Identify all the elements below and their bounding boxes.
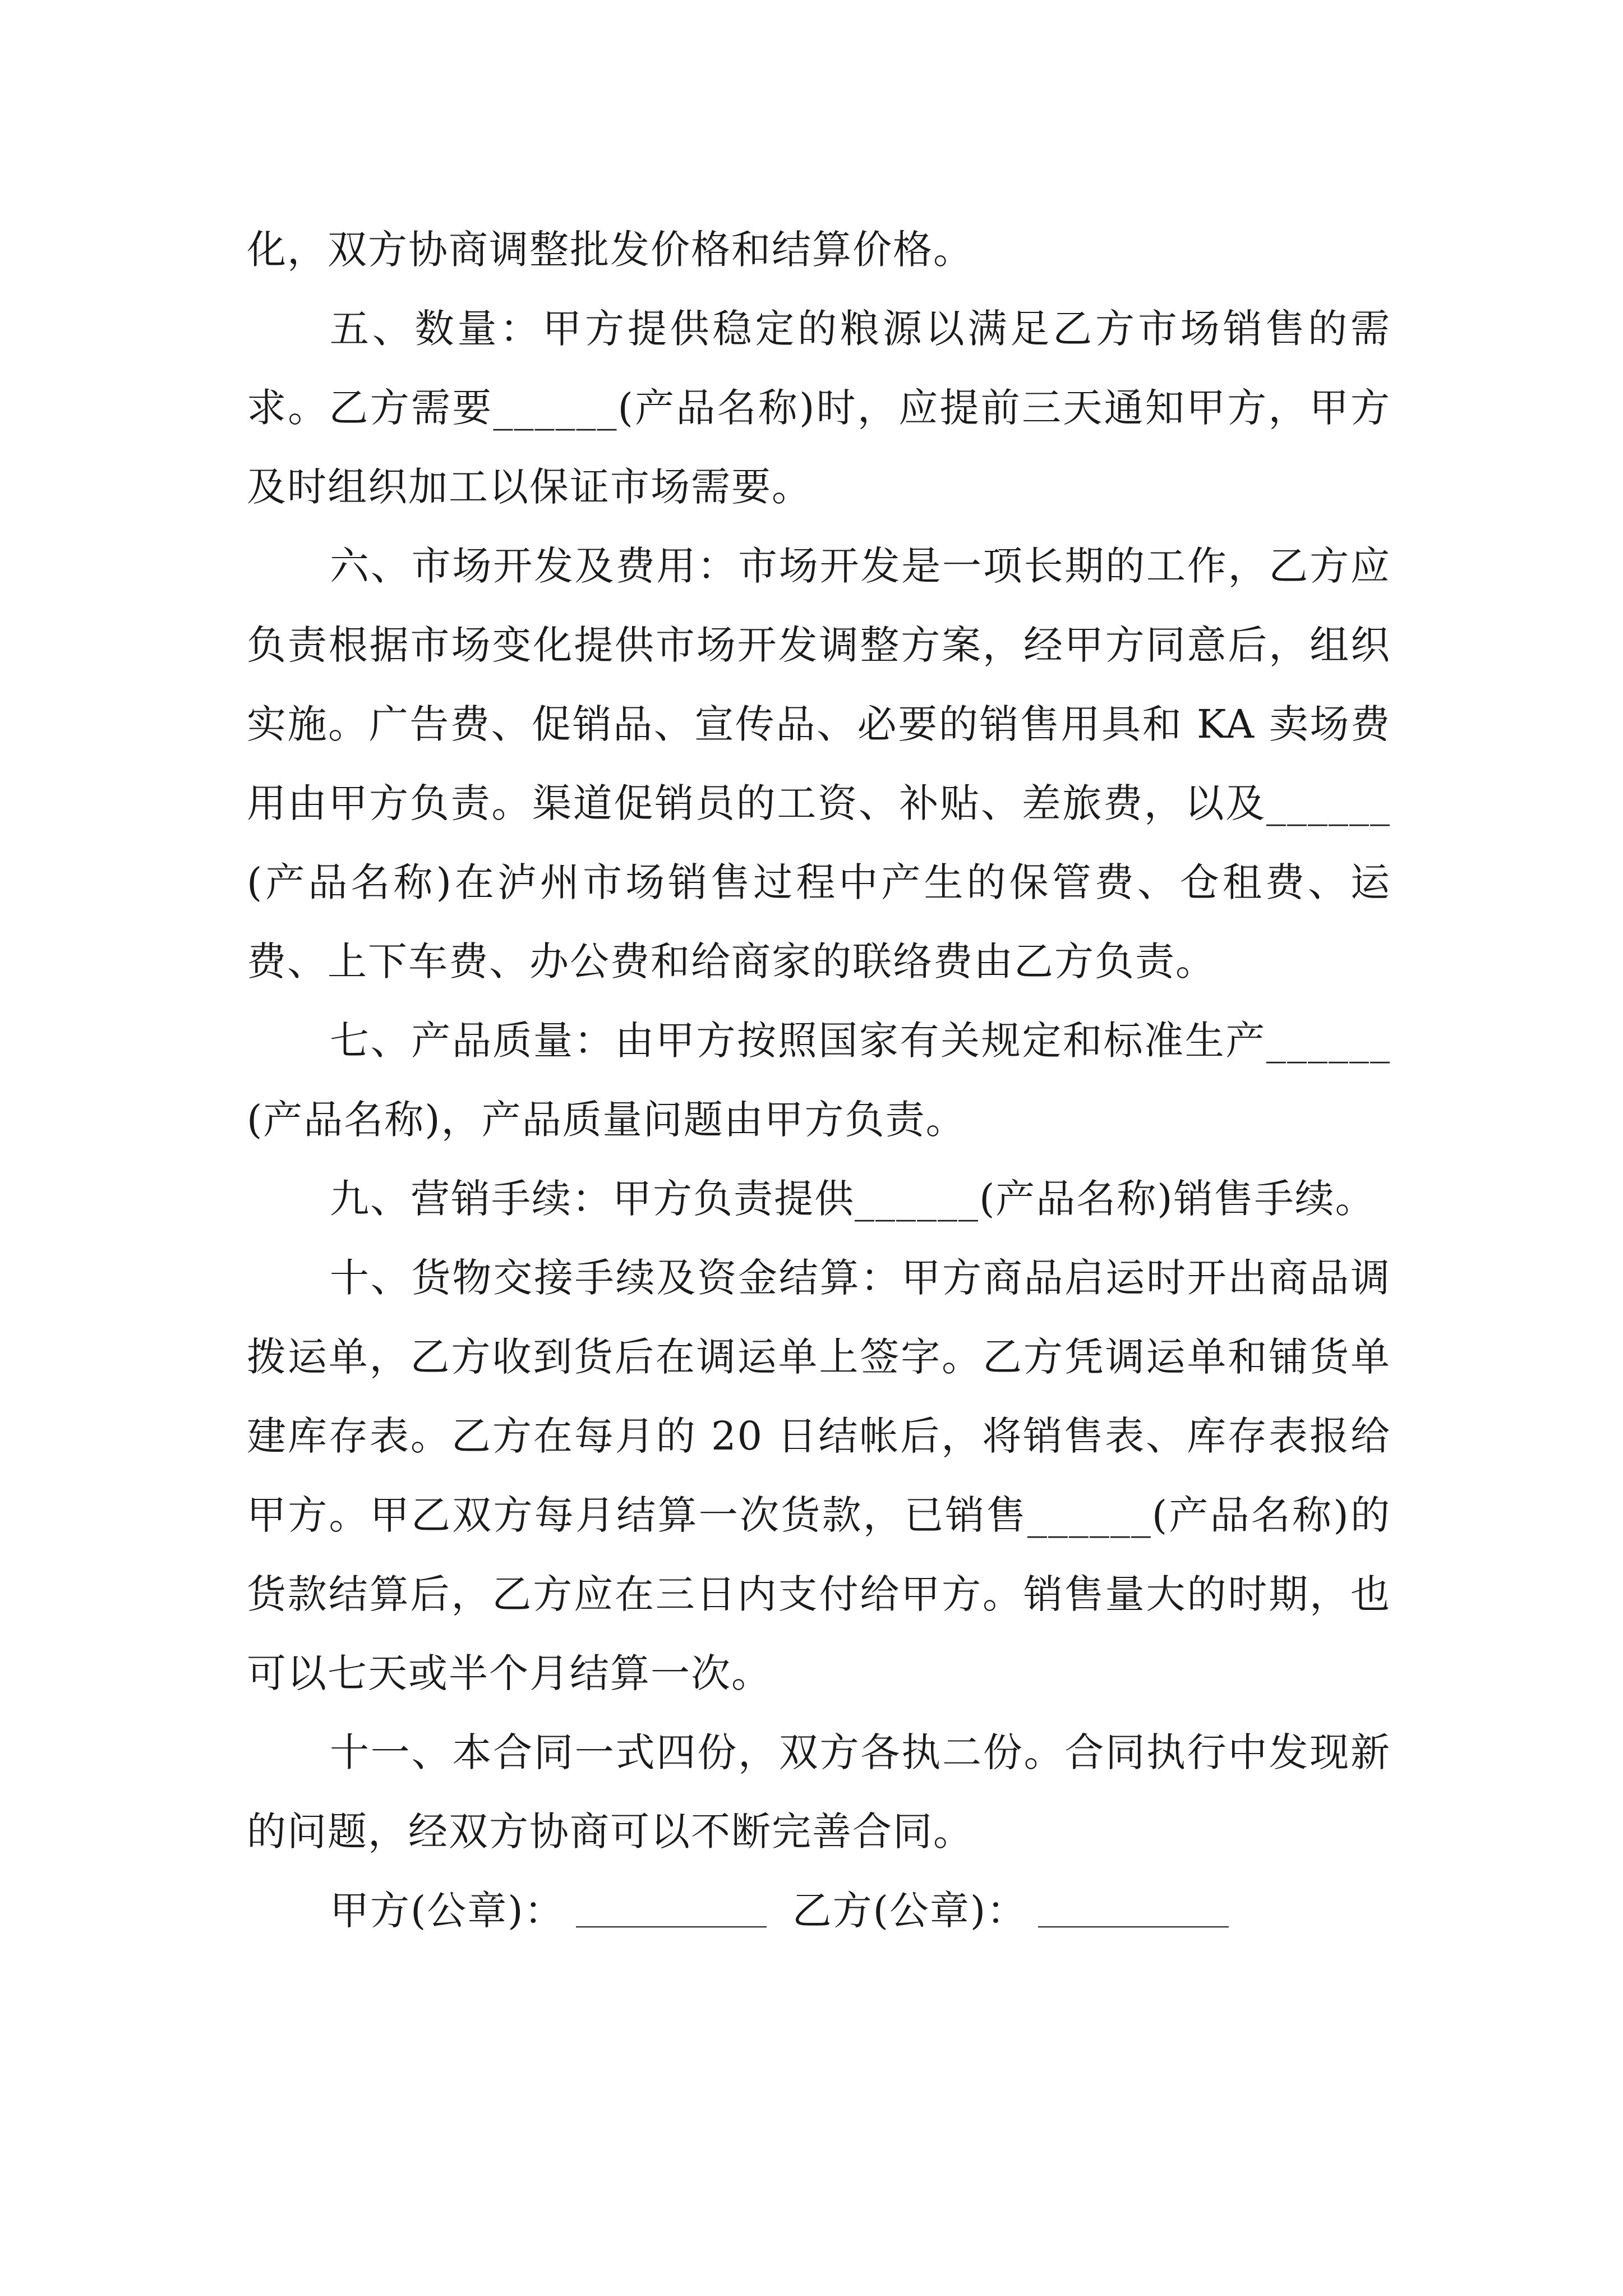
party-a-seal-label: 甲方(公章)： bbox=[330, 1888, 565, 1934]
party-a-signature-line bbox=[576, 1893, 767, 1927]
paragraph-marketing-procedures: 九、营销手续：甲方负责提供______(产品名称)销售手续。 bbox=[330, 1176, 1376, 1222]
paragraph-delivery-settlement: 十、货物交接手续及资金结算：甲方商品启运时开出商品调拨运单，乙方收到货后在调运单上签字。乙方凭调运单和铺货单建库存表。乙方在每月的 20 日结帐后，将销售表、库存表报给甲方。甲乙双方每月结算一次货款，已销售______(产品名称)的货款结算后，乙方应在三日内支付给甲方。销售量大的时期，也可以七天或半个月结算一次。 bbox=[247, 1255, 1391, 1696]
paragraph-contract-copies: 十一、本合同一式四份，双方各执二份。合同执行中发现新的问题，经双方协商可以不断完善合同。 bbox=[247, 1729, 1391, 1855]
party-b-seal-label: 乙方(公章)： bbox=[792, 1888, 1027, 1934]
document-body bbox=[247, 210, 1391, 1950]
paragraph-price-adjustment: 化，双方协商调整批发价格和结算价格。 bbox=[247, 227, 974, 273]
paragraph-market-development: 六、市场开发及费用：市场开发是一项长期的工作，乙方应负责根据市场变化提供市场开发调整方案，经甲方同意后，组织实施。广告费、促销品、宣传品、必要的销售用具和 KA 卖场费用由甲方负责。渠道促销员的工资、补贴、差旅费，以及______(产品名称)在泸州市场销售过程中产生的保管费、仓租费、运费、上下车费、办公费和给商家的联络费由乙方负责。 bbox=[247, 543, 1391, 984]
signature-row bbox=[247, 1871, 1391, 1950]
party-b-signature-line bbox=[1038, 1893, 1229, 1927]
paragraph-product-quality: 七、产品质量：由甲方按照国家有关规定和标准生产______(产品名称)，产品质量问题由甲方负责。 bbox=[247, 1018, 1391, 1143]
paragraph-quantity: 五、数量：甲方提供稳定的粮源以满足乙方市场销售的需求。乙方需要______(产品名称)时，应提前三天通知甲方，甲方及时组织加工以保证市场需要。 bbox=[247, 306, 1391, 510]
